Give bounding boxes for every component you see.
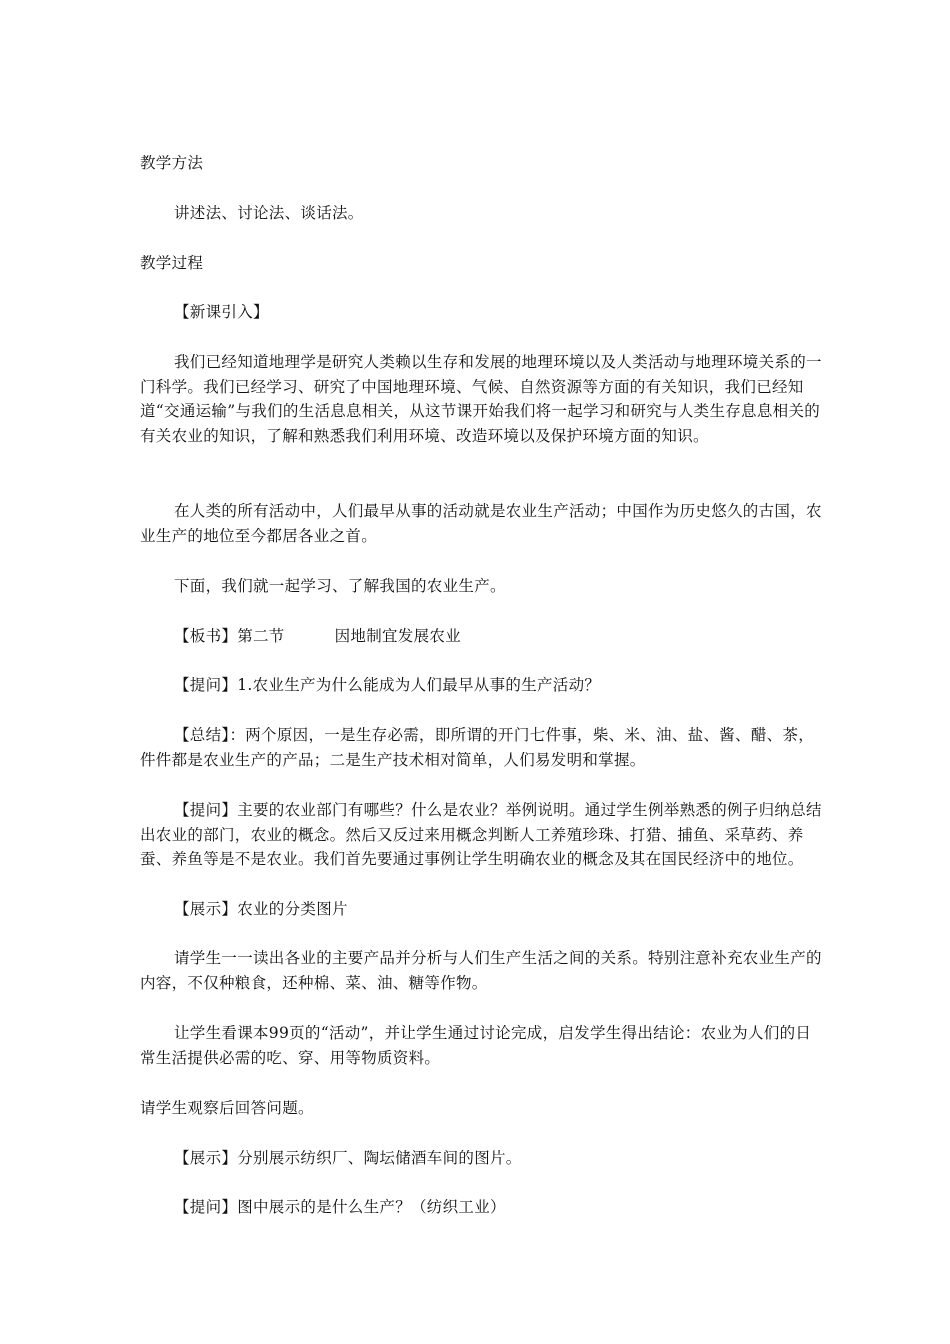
paragraph-observe: 请学生观察后回答问题。 xyxy=(140,1099,314,1117)
new-lesson-intro-tag: 【新课引入】 xyxy=(174,303,269,321)
show-classification-images: 【展示】农业的分类图片 xyxy=(174,900,348,918)
paragraph-next-study: 下面，我们就一起学习、了解我国的农业生产。 xyxy=(174,577,506,595)
blackboard-title: 因地制宜发展农业 xyxy=(334,627,462,645)
document-page xyxy=(140,0,825,1344)
heading-teaching-method: 教学方法 xyxy=(140,154,204,172)
paragraph-textbook-activity: 让学生看课本99页的“活动”，并让学生通过讨论完成，启发学生得出结论：农业为人们的日常生活提供必需的吃、穿、用等物质资料。 xyxy=(140,1024,812,1067)
question-2: 【提问】主要的农业部门有哪些？什么是农业？举例说明。通过学生例举熟悉的例子归纳总结出农业的部门，农业的概念。然后又反过来用概念判断人工养殖珍珠、打猎、捕鱼、采草药、养蚕、养鱼等是不是农业。我们首先要通过事例让学生明确农业的概念及其在国民经济中的地位。 xyxy=(140,801,822,869)
question-3: 【提问】图中展示的是什么生产？（纺织工业） xyxy=(174,1198,506,1216)
blackboard-section-title xyxy=(140,624,825,649)
paragraph-human-activities: 在人类的所有活动中，人们最早从事的活动就是农业生产活动；中国作为历史悠久的古国，农业生产的地位至今都居各业之首。 xyxy=(140,502,822,545)
heading-teaching-process: 教学过程 xyxy=(140,254,204,272)
show-factory-images: 【展示】分别展示纺织厂、陶坛储酒车间的图片。 xyxy=(174,1149,522,1167)
blackboard-tag: 【板书】第二节 xyxy=(174,627,285,645)
teaching-methods-text: 讲述法、讨论法、谈话法。 xyxy=(174,204,364,222)
paragraph-geography-intro: 我们已经知道地理学是研究人类赖以生存和发展的地理环境以及人类活动与地理环境关系的一门科学。我们已经学习、研究了中国地理环境、气候、自然资源等方面的有关知识，我们已经知道“交通运输”与我们的生活息息相关，从这节课开始我们将一起学习和研究与人类生存息息相关的有关农业的知识，了解和熟悉我们利用环境、改造环境以及保护环境方面的知识。 xyxy=(140,353,822,445)
paragraph-read-products: 请学生一一读出各业的主要产品并分析与人们生产生活之间的关系。特别注意补充农业生产的内容，不仅种粮食，还种棉、菜、油、糖等作物。 xyxy=(140,949,822,992)
question-1: 【提问】1.农业生产为什么能成为人们最早从事的生产活动？ xyxy=(174,676,601,694)
summary-paragraph: 【总结】：两个原因，一是生存必需，即所谓的开门七件事，柴、米、油、盐、酱、醋、茶，件件都是农业生产的产品；二是生产技术相对简单，人们易发明和掌握。 xyxy=(140,726,815,769)
